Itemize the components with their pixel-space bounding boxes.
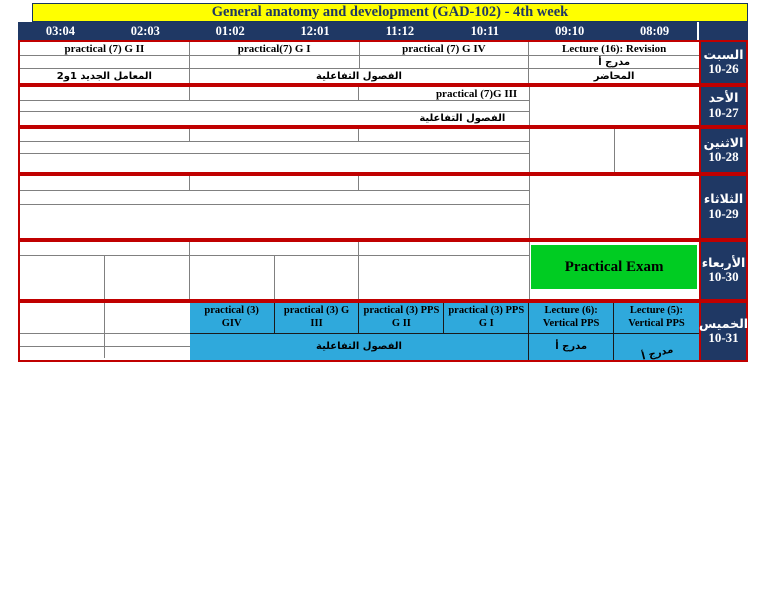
day-date: 10-28 — [708, 149, 739, 165]
practical-exam-cell: Practical Exam — [531, 245, 697, 289]
day-date: 10-29 — [708, 205, 739, 221]
empty-cell — [530, 129, 614, 172]
empty-cell — [20, 191, 529, 204]
empty-cell — [359, 129, 529, 141]
day-label-saturday — [699, 42, 746, 83]
exam-region — [529, 242, 699, 299]
empty-cell — [105, 256, 190, 299]
empty-cell — [20, 205, 529, 238]
day-row-wednesday — [18, 240, 748, 301]
course-cell: practical (3) PPS G I — [444, 303, 529, 334]
lecturer-cell: المحاضر — [593, 70, 635, 82]
empty-cell — [105, 334, 190, 346]
empty-cell — [530, 176, 699, 238]
empty-cell — [20, 154, 529, 171]
time-header — [18, 22, 748, 40]
empty-cell — [275, 256, 360, 299]
empty-cell — [359, 242, 529, 255]
empty-cell — [615, 129, 699, 172]
empty-cell — [20, 56, 190, 68]
day-label-tuesday — [699, 176, 746, 238]
empty-cell — [20, 142, 529, 153]
day-label-monday — [699, 129, 746, 172]
day-date: 10-31 — [708, 330, 739, 346]
empty-cell — [20, 176, 190, 190]
time-slot: 10:11 — [470, 23, 500, 38]
day-name: السبت — [703, 46, 744, 62]
day-row-monday — [18, 127, 748, 174]
course-cell: practical (3) G III — [275, 303, 360, 334]
course-cell: Lecture (6): Vertical PPS — [529, 303, 614, 334]
course-cell: practical (7)G III — [435, 87, 518, 100]
empty-cell — [20, 101, 529, 111]
empty-cell — [20, 334, 105, 346]
labs-cell: المعامل الجديد 1و2 — [20, 69, 190, 83]
course-cell: practical (7) G II — [20, 42, 190, 55]
hall-label-rotated: مدرج أ — [640, 344, 674, 363]
empty-cell — [20, 303, 105, 333]
schedule-title: General anatomy and development (GAD-102) - 4th week — [32, 3, 748, 22]
day-name: الاثنين — [703, 134, 744, 150]
time-slot-list — [18, 22, 697, 40]
sunday-schedule — [20, 87, 699, 125]
course-cell: Lecture (16): Revision — [561, 42, 667, 55]
day-row-saturday — [18, 40, 748, 85]
day-name: الأربعاء — [701, 254, 746, 270]
saturday-schedule — [20, 42, 699, 83]
empty-cell — [190, 87, 360, 100]
day-row-sunday — [18, 85, 748, 127]
time-slot: 02:03 — [130, 23, 160, 38]
empty-cell — [20, 129, 190, 141]
empty-cell — [20, 347, 105, 358]
empty-cell — [20, 242, 190, 255]
time-slot: 03:04 — [45, 23, 76, 38]
hall-cell: مدرج أ — [598, 56, 631, 68]
course-cell: Lecture (5): Vertical PPS — [614, 303, 699, 334]
course-cell: practical (7) G IV — [360, 42, 530, 55]
day-name: الأحد — [708, 90, 739, 106]
day-name: الخميس — [698, 315, 749, 331]
course-cell: practical (3) PPS G II — [359, 303, 444, 334]
empty-cell — [105, 347, 190, 358]
empty-cell — [190, 56, 360, 68]
empty-cell — [190, 176, 360, 190]
interactive-classes-cell: الفصول التفاعلية — [419, 113, 506, 124]
day-label-sunday — [699, 87, 746, 125]
empty-cell — [190, 242, 360, 255]
tuesday-schedule — [20, 176, 699, 238]
day-row-tuesday — [18, 174, 748, 240]
day-date: 10-27 — [708, 104, 739, 120]
day-date: 10-30 — [708, 269, 739, 285]
empty-cell — [20, 87, 190, 100]
day-name: الثلاثاء — [703, 191, 744, 207]
time-slot: 09:10 — [555, 23, 585, 38]
empty-cell — [360, 56, 530, 68]
hall-cell: مدرج أ — [529, 334, 614, 360]
empty-cell — [190, 129, 360, 141]
empty-cell — [20, 256, 105, 299]
time-slot: 11:12 — [385, 23, 415, 38]
empty-cell — [105, 303, 190, 333]
day-date: 10-26 — [708, 61, 739, 77]
interactive-classes-cell: الفصول التفاعلية — [190, 334, 530, 360]
course-cell: practical (3) GIV — [190, 303, 275, 334]
time-slot: 12:01 — [300, 23, 330, 38]
time-slot: 08:09 — [639, 23, 670, 38]
day-label-thursday — [698, 303, 749, 360]
hall-cell — [614, 334, 699, 363]
header-corner — [699, 22, 748, 40]
wednesday-schedule — [20, 242, 699, 299]
monday-schedule — [20, 129, 699, 172]
time-slot: 01:02 — [215, 23, 245, 38]
interactive-classes-cell: الفصول التفاعلية — [190, 69, 530, 83]
empty-cell — [359, 176, 529, 190]
thursday-schedule — [20, 303, 699, 363]
empty-cell — [190, 256, 275, 299]
empty-cell — [530, 87, 699, 125]
day-row-thursday — [18, 301, 748, 362]
empty-cell — [359, 256, 529, 299]
day-label-wednesday — [699, 242, 746, 299]
course-cell: practical(7) G I — [190, 42, 360, 55]
